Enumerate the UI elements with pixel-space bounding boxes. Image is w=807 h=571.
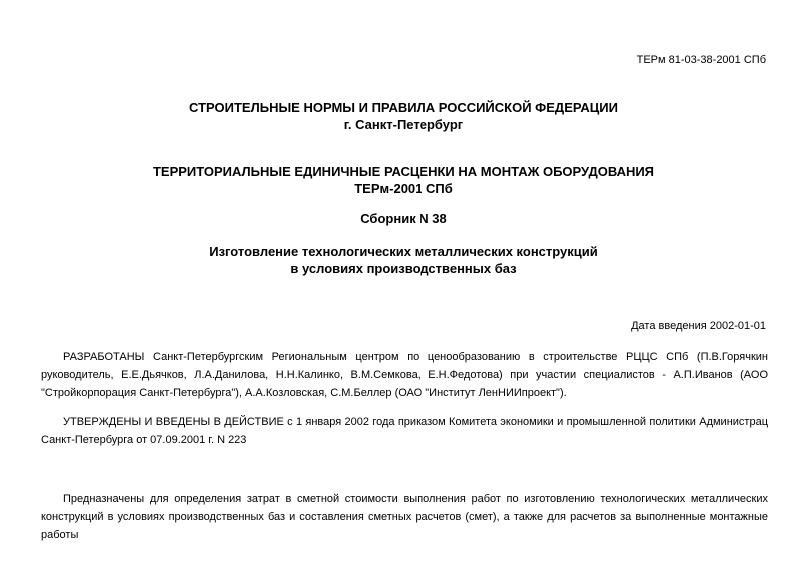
document-code: ТЕРм 81-03-38-2001 СПб	[636, 54, 766, 66]
subtitle	[0, 163, 807, 197]
collection-title-line: Изготовление технологических металлических конструкций	[209, 244, 598, 259]
paragraph-line: конструкций в условиях производственных баз и составления сметных расчетов (смет), а также для расчетов за выполненные монтажные	[41, 511, 768, 523]
collection-title	[0, 243, 807, 277]
subtitle-line: ТЕРРИТОРИАЛЬНЫЕ ЕДИНИЧНЫЕ РАСЦЕНКИ НА МОНТАЖ ОБОРУДОВАНИЯ	[152, 164, 655, 179]
paragraph-purpose	[41, 490, 768, 544]
paragraph-approved	[41, 413, 768, 449]
paragraph-line: Предназначены для определения затрат в сметной стоимости выполнения работ по изготовлению технологических металлических	[63, 493, 768, 505]
collection-number	[0, 210, 807, 227]
paragraph-line: РАЗРАБОТАНЫ Санкт-Петербургским Региональным центром по ценообразованию в строительстве РЦЦС СПб (П.В.Горячкин	[63, 351, 768, 363]
main-title-line: СТРОИТЕЛЬНЫЕ НОРМЫ И ПРАВИЛА РОССИЙСКОЙ ФЕДЕРАЦИИ	[189, 100, 618, 115]
paragraph-line: "Стройкорпорация Санкт-Петербурга"), А.А.Козловская, С.М.Беллер (ОАО "Институт ЛенНИИпроект").	[41, 387, 567, 399]
paragraph-line: Санкт-Петербурга от 07.09.2001 г. N 223	[41, 434, 247, 446]
subtitle-code: ТЕРм-2001 СПб	[354, 181, 453, 196]
paragraph-line: работы	[41, 529, 79, 541]
main-title-city: г. Санкт-Петербург	[343, 117, 464, 132]
paragraph-developed	[41, 348, 768, 402]
main-title	[0, 99, 807, 133]
intro-date: Дата введения 2002-01-01	[631, 320, 766, 332]
collection-title-line: в условиях производственных баз	[290, 261, 517, 276]
paragraph-line: УТВЕРЖДЕНЫ И ВВЕДЕНЫ В ДЕЙСТВИЕ с 1 января 2002 года приказом Комитета экономики и промышленной политики Администрац	[63, 416, 768, 428]
paragraph-line: руководитель, Е.Е.Дьячков, Л.А.Данилова, Н.Н.Калинко, В.М.Семкова, Е.Н.Федотова) при участии специалистов - А.П.Иванов (АОО	[41, 369, 768, 381]
collection-label: Сборник N 38	[360, 211, 447, 226]
